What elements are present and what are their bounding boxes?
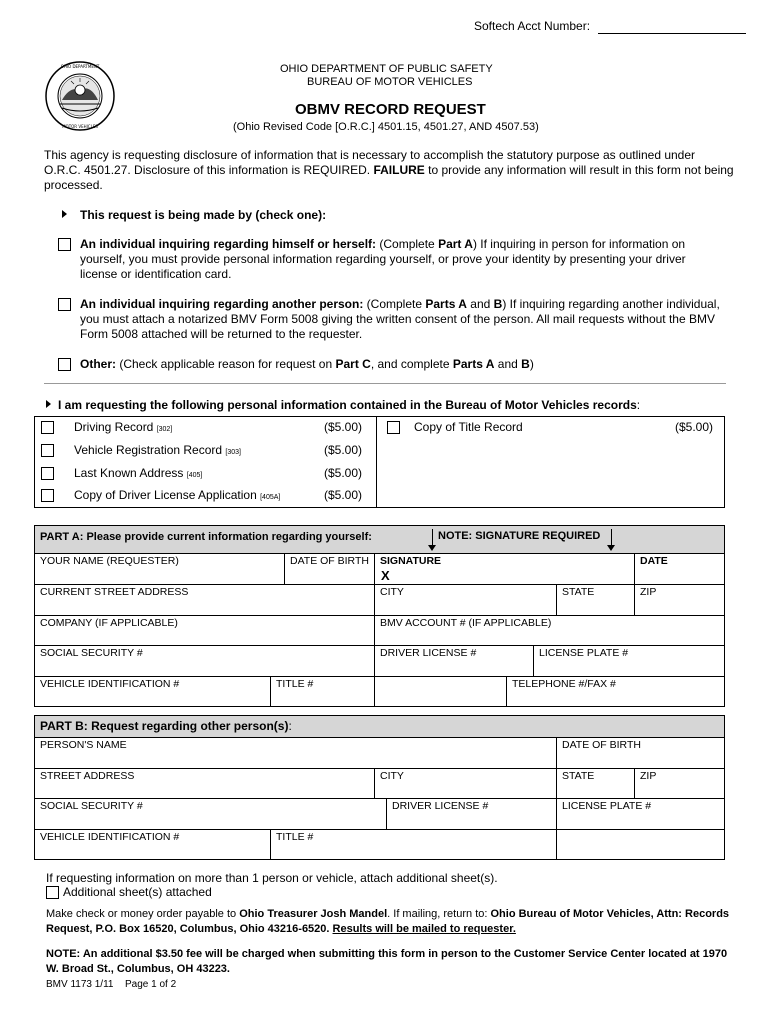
vin-field[interactable]: VEHICLE IDENTIFICATION # — [40, 678, 180, 690]
other-ssn-field[interactable]: SOCIAL SECURITY # — [40, 800, 143, 812]
opt3-c: ) — [529, 357, 534, 371]
other-zip-field[interactable]: ZIP — [640, 770, 657, 782]
persons-name-field[interactable]: PERSON'S NAME — [40, 739, 127, 751]
dept-line-2: BUREAU OF MOTOR VEHICLES — [307, 76, 473, 88]
option-self-text-b: ) If inquiring in person for information on yourself, you must provide personal information regarding yourself, or prove your identity by presenting your driver license or identification card. — [80, 237, 686, 281]
part-b-heading — [40, 719, 292, 733]
col-line — [270, 676, 271, 707]
opt3-a: (Check applicable reason for request on — [116, 357, 336, 371]
opt3-b: , and complete — [370, 357, 453, 371]
title-field[interactable]: TITLE # — [276, 678, 314, 690]
other-vin-field[interactable]: VEHICLE IDENTIFICATION # — [40, 831, 180, 843]
ssn-field[interactable]: SOCIAL SECURITY # — [40, 647, 143, 659]
section-divider — [44, 383, 726, 384]
signature-note-box — [424, 527, 628, 551]
arrow-down-icon — [428, 545, 436, 551]
bullet-arrow-icon — [46, 400, 51, 408]
last-known-address-label — [74, 466, 202, 480]
row-line — [34, 768, 725, 769]
item-code: [405] — [186, 472, 203, 479]
item-label: Copy of Driver License Application — [74, 488, 257, 502]
dept-line-1: OHIO DEPARTMENT OF PUBLIC SAFETY — [280, 63, 493, 75]
dob-field[interactable]: DATE OF BIRTH — [290, 555, 369, 567]
driving-record-label — [74, 420, 172, 434]
vehicle-registration-checkbox[interactable] — [41, 444, 54, 457]
part-b-heading-a: PART B — [40, 719, 84, 733]
page-number: Page 1 of 2 — [125, 979, 177, 990]
row-line — [34, 737, 725, 738]
intro-failure: FAILURE — [373, 163, 425, 177]
driving-record-checkbox[interactable] — [41, 421, 54, 434]
row-line — [34, 676, 725, 677]
dl-application-label — [74, 488, 280, 502]
form-id: BMV 1173 1/11 — [46, 979, 114, 990]
page-subtitle: (Ohio Revised Code [O.R.C.] 4501.15, 4501.27, AND 4507.53) — [233, 121, 539, 133]
license-plate-field[interactable]: LICENSE PLATE # — [539, 647, 629, 659]
item-label: Driving Record — [74, 420, 154, 434]
requesting-heading — [58, 398, 640, 412]
option-self-label: An individual inquiring regarding himself or herself: — [80, 237, 377, 251]
row-line — [34, 798, 725, 799]
col-line — [556, 737, 557, 798]
arrow-down-icon — [607, 545, 615, 551]
company-field[interactable]: COMPANY (IF APPLICABLE) — [40, 617, 178, 629]
pay-c: . If mailing, return to: — [387, 908, 491, 920]
opt3-bb: B — [521, 357, 530, 371]
dl-application-checkbox[interactable] — [41, 489, 54, 502]
part-b-heading-b: : Request regarding other person(s) — [83, 719, 289, 733]
bmv-account-field[interactable]: BMV ACCOUNT # (IF APPLICABLE) — [380, 617, 552, 629]
records-table-divider — [376, 416, 377, 508]
payment-instructions — [46, 907, 736, 937]
date-field[interactable]: DATE — [640, 555, 668, 567]
other-state-field[interactable]: STATE — [562, 770, 595, 782]
option-other-person-label: An individual inquiring regarding another person: — [80, 297, 364, 311]
col-line — [634, 553, 635, 615]
opt3-parts: Parts A — [452, 357, 495, 371]
opt3-and: and — [494, 357, 522, 371]
additional-sheets-checkbox[interactable] — [46, 886, 59, 899]
signature-field[interactable]: SIGNATURE — [380, 555, 442, 567]
last-known-address-price: ($5.00) — [324, 466, 363, 480]
other-city-field[interactable]: CITY — [380, 770, 404, 782]
title-record-checkbox[interactable] — [387, 421, 400, 434]
other-dob-field[interactable]: DATE OF BIRTH — [562, 739, 641, 751]
item-code: [405A] — [260, 494, 281, 501]
opt2-a: (Complete — [363, 297, 426, 311]
col-line — [506, 676, 507, 707]
col-line — [270, 829, 271, 860]
opt3-partc: Part C — [335, 357, 371, 371]
dl-application-price: ($5.00) — [324, 488, 363, 502]
page-title: OBMV RECORD REQUEST — [295, 101, 486, 118]
request-by-heading: This request is being made by (check one): — [80, 208, 327, 222]
other-title-field[interactable]: TITLE # — [276, 831, 314, 843]
item-code: [302] — [156, 426, 173, 433]
row-line — [34, 829, 725, 830]
other-license-plate-field[interactable]: LICENSE PLATE # — [562, 800, 652, 812]
row-line — [34, 615, 725, 616]
item-label: Vehicle Registration Record — [74, 443, 223, 457]
part-a-heading: PART A: Please provide current information regarding yourself: — [40, 531, 372, 543]
intro-text-b: to provide any information will result in this form not being processed. — [44, 163, 734, 192]
item-label: Last Known Address — [74, 466, 184, 480]
title-record-label: Copy of Title Record — [414, 420, 523, 434]
intro-paragraph — [44, 148, 734, 193]
row-line — [34, 553, 725, 554]
title-record-price: ($5.00) — [675, 420, 714, 434]
col-line — [556, 798, 557, 860]
opt2-b: ) If inquiring regarding another individual, you must attach a notarized BMV Form 5008 giving the written consent of the person. All mail requests without the BMV Form 5008 attached will be returned to the requester. — [80, 297, 720, 341]
other-street-field[interactable]: STREET ADDRESS — [40, 770, 135, 782]
additional-sheets-label: Additional sheet(s) attached — [63, 885, 212, 899]
col-line — [556, 584, 557, 615]
opt2-and: and — [466, 297, 494, 311]
more-info-text: If requesting information on more than 1 person or vehicle, attach additional sheet(s). — [46, 871, 498, 885]
option-other-person-checkbox[interactable] — [58, 298, 71, 311]
signature-x: X — [381, 568, 390, 583]
col-line — [374, 768, 375, 798]
row-line — [34, 584, 725, 585]
svg-text:OHIO DEPARTMENT: OHIO DEPARTMENT — [60, 64, 100, 69]
street-address-field[interactable]: CURRENT STREET ADDRESS — [40, 586, 189, 598]
intro-text-a: This agency is requesting disclosure of information that is necessary to accomplish the statutory purpose as outlined under O.R.C. 4501.27. Disclosure of this information is REQUIRED. — [44, 148, 696, 177]
ohio-seal-logo — [44, 60, 116, 132]
state-field[interactable]: STATE — [562, 586, 595, 598]
vehicle-registration-price: ($5.00) — [324, 443, 363, 457]
pay-a: Make check or money order payable to — [46, 908, 240, 920]
col-line — [284, 553, 285, 584]
option-self-part: Part A — [438, 237, 473, 251]
option-other-person-text — [80, 297, 720, 342]
option-other-checkbox[interactable] — [58, 358, 71, 371]
seal-icon — [44, 60, 116, 132]
city-field[interactable]: CITY — [380, 586, 404, 598]
col-line — [374, 553, 375, 706]
telephone-field[interactable]: TELEPHONE #/FAX # — [512, 678, 616, 690]
option-other-label: Other: — [80, 357, 116, 371]
driving-record-price: ($5.00) — [324, 420, 363, 434]
requesting-colon: : — [636, 398, 641, 412]
your-name-field[interactable]: YOUR NAME (REQUESTER) — [40, 555, 179, 567]
option-self-text-a: (Complete — [376, 237, 439, 251]
vehicle-registration-label — [74, 443, 241, 457]
opt2-parts: Parts A — [425, 297, 467, 311]
svg-text:MOTOR VEHICLES: MOTOR VEHICLES — [62, 124, 98, 129]
requesting-heading-text: I am requesting the following personal information contained in the Bureau of Motor Vehicles records — [58, 398, 637, 412]
opt2-b-bold: B — [493, 297, 503, 311]
fee-note: NOTE: An additional $3.50 fee will be charged when submitting this form in person to the Customer Service Center located at 1970 W. Broad St., Columbus, OH 43223. — [46, 948, 728, 975]
option-other-text — [80, 357, 720, 371]
other-driver-license-field[interactable]: DRIVER LICENSE # — [392, 800, 489, 812]
option-self-checkbox[interactable] — [58, 238, 71, 251]
bullet-arrow-icon — [62, 210, 67, 218]
col-line — [386, 798, 387, 829]
softech-acct-input-line[interactable] — [598, 33, 746, 34]
driver-license-field[interactable]: DRIVER LICENSE # — [380, 647, 477, 659]
last-known-address-checkbox[interactable] — [41, 467, 54, 480]
pay-d: Ohio Bureau of Motor Vehicles, Attn: Records Request, P.O. Box 16520, Columbus, Ohio 43216-6520. — [46, 908, 730, 935]
item-code: [303] — [225, 449, 241, 456]
part-b-heading-c: : — [288, 719, 292, 733]
softech-acct-label: Softech Acct Number: — [474, 19, 591, 33]
row-line — [34, 645, 725, 646]
col-line — [533, 645, 534, 676]
signature-note: NOTE: SIGNATURE REQUIRED — [438, 530, 601, 542]
option-self-text — [80, 237, 720, 282]
zip-field[interactable]: ZIP — [640, 586, 657, 598]
pay-e: Results will be mailed to requester. — [332, 923, 516, 935]
col-line — [634, 768, 635, 798]
pay-b: Ohio Treasurer Josh Mandel — [239, 908, 388, 920]
